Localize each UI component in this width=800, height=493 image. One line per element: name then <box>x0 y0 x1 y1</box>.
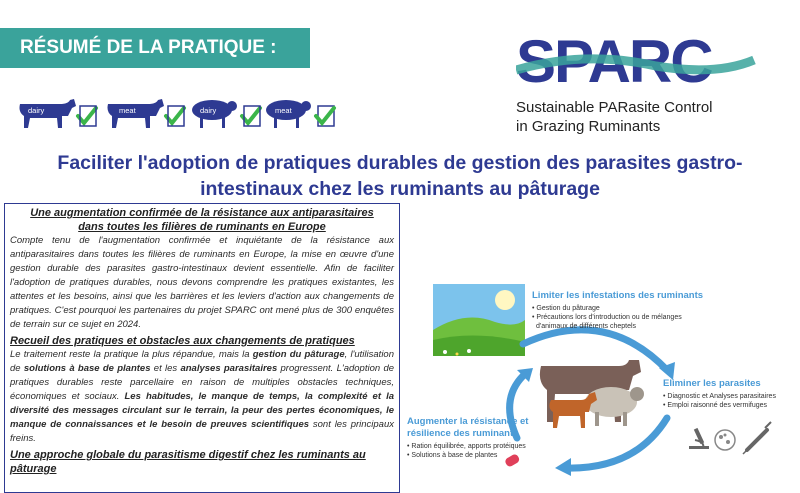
section-heading-line1: Une approche globale du parasitisme digestif chez les ruminants au <box>10 449 366 461</box>
body-text: sont les principaux freins. <box>10 419 394 444</box>
bullet-text: d'animaux de différents cheptels <box>536 323 637 330</box>
body-text: et les <box>150 363 181 374</box>
logo-wordmark: SPARC <box>516 28 712 95</box>
limit-bullets <box>532 304 682 331</box>
cycle-arrow-icon <box>565 418 667 468</box>
dairy-sheep-icon <box>192 100 237 128</box>
eliminate-bullets <box>663 392 776 410</box>
syringe-icon <box>743 422 771 454</box>
section-body: Compte tenu de l'augmentation confirmée et inquiétante de la résistance aux antiparasitaires dans toutes les filières de ruminants en Europe, la mise en œuvre d'une gestion durable des parasites gastro-intestinaux devient essentielle. Afin de faciliter l'adoption de pratiques durables, nous devons comprendre les pratiques existantes, les attentes et les besoins, ainsi que les barrières et les leviers d'action aux changements de pratiques. C'est pourquoi les partenaires du projet SPARC ont mené plus de 300 enquêtes de terrain sur ce sujet en 2024. <box>10 235 394 330</box>
page-title <box>20 150 780 202</box>
summary-banner <box>0 28 310 68</box>
bullet-text: • Emploi raisonné des vermifuges <box>663 402 767 409</box>
section-heading: Recueil des pratiques et obstacles aux changements de pratiques <box>10 335 355 347</box>
banner-title: RÉSUMÉ DE LA PRATIQUE : <box>20 37 277 58</box>
animal-label: meat <box>275 106 292 115</box>
eliminate-title: Eliminer les parasites <box>663 378 761 389</box>
body-text: progressent. L'adoption de pratiques durables reste parcellaire en raison de multiples obstacles techniques, économiques et sociaux. <box>10 363 395 402</box>
animal-label: meat <box>119 106 136 115</box>
page-title-line2: intestinaux chez les ruminants au pâturage <box>200 178 600 200</box>
dairy-cow-icon <box>20 99 77 128</box>
bullet-text: • Précautions lors d'introduction ou de mélanges <box>532 314 682 321</box>
animal-checklist <box>16 94 356 130</box>
bullet-text: • Solutions à base de plantes <box>407 452 498 459</box>
section-heading-line1: Une augmentation confirmée de la résistance aux antiparasitaires <box>30 207 374 219</box>
body-emphasis: Les habitudes, le manque de temps, la complexité et la diversité des messages circulant sur le terrain, la peur des pertes économiques, le manque de connaissances et le besoin de preuves scientifiques <box>10 391 394 430</box>
page-title-line1: Faciliter l'adoption de pratiques durables de gestion des parasites gastro- <box>57 152 743 174</box>
increase-bullets <box>407 442 526 460</box>
section-heading <box>10 448 394 476</box>
logo-tagline-line1: Sustainable PARasite Control <box>516 99 713 116</box>
meat-cow-icon <box>108 99 165 128</box>
increase-title-line1: Augmenter la résistance et <box>407 416 529 427</box>
microscope-icon <box>689 428 709 449</box>
meat-sheep-icon <box>266 100 311 128</box>
animal-label: dairy <box>200 106 217 115</box>
body-emphasis: analyses parasitaires <box>180 363 278 374</box>
bullet-text: • Diagnostic et Analyses parasitaires <box>663 393 776 400</box>
logo-tagline-line2: in Grazing Ruminants <box>516 118 661 135</box>
arrowhead-icon <box>555 458 571 476</box>
limit-title: Limiter les infestations des ruminants <box>532 290 704 301</box>
body-emphasis: solutions à base de plantes <box>23 363 151 374</box>
increase-title <box>407 416 528 440</box>
cycle-arrow-icon <box>523 330 667 370</box>
bullet-text: • Gestion du pâturage <box>532 305 600 312</box>
body-text: Le traitement reste la pratique la plus répandue, mais la <box>10 349 253 360</box>
body-emphasis: gestion du pâturage <box>252 349 345 360</box>
section-heading-line2: dans toutes les filières de ruminants en Europe <box>78 221 326 233</box>
summary-textbox <box>4 203 400 493</box>
section-heading <box>10 206 394 234</box>
bullet-text: • Ration équilibrée, apports protéiques <box>407 443 526 450</box>
petri-dish-icon <box>715 430 735 450</box>
animal-label: dairy <box>28 106 45 115</box>
increase-title-line2: résilience des ruminants <box>407 428 519 439</box>
logo-tagline <box>516 98 713 136</box>
body-text: , l'utilisation de <box>10 349 394 374</box>
approach-diagram <box>405 270 800 480</box>
pasture-landscape-image <box>433 284 525 356</box>
section-body <box>10 348 394 446</box>
section-heading-line2: pâturage <box>10 463 57 475</box>
